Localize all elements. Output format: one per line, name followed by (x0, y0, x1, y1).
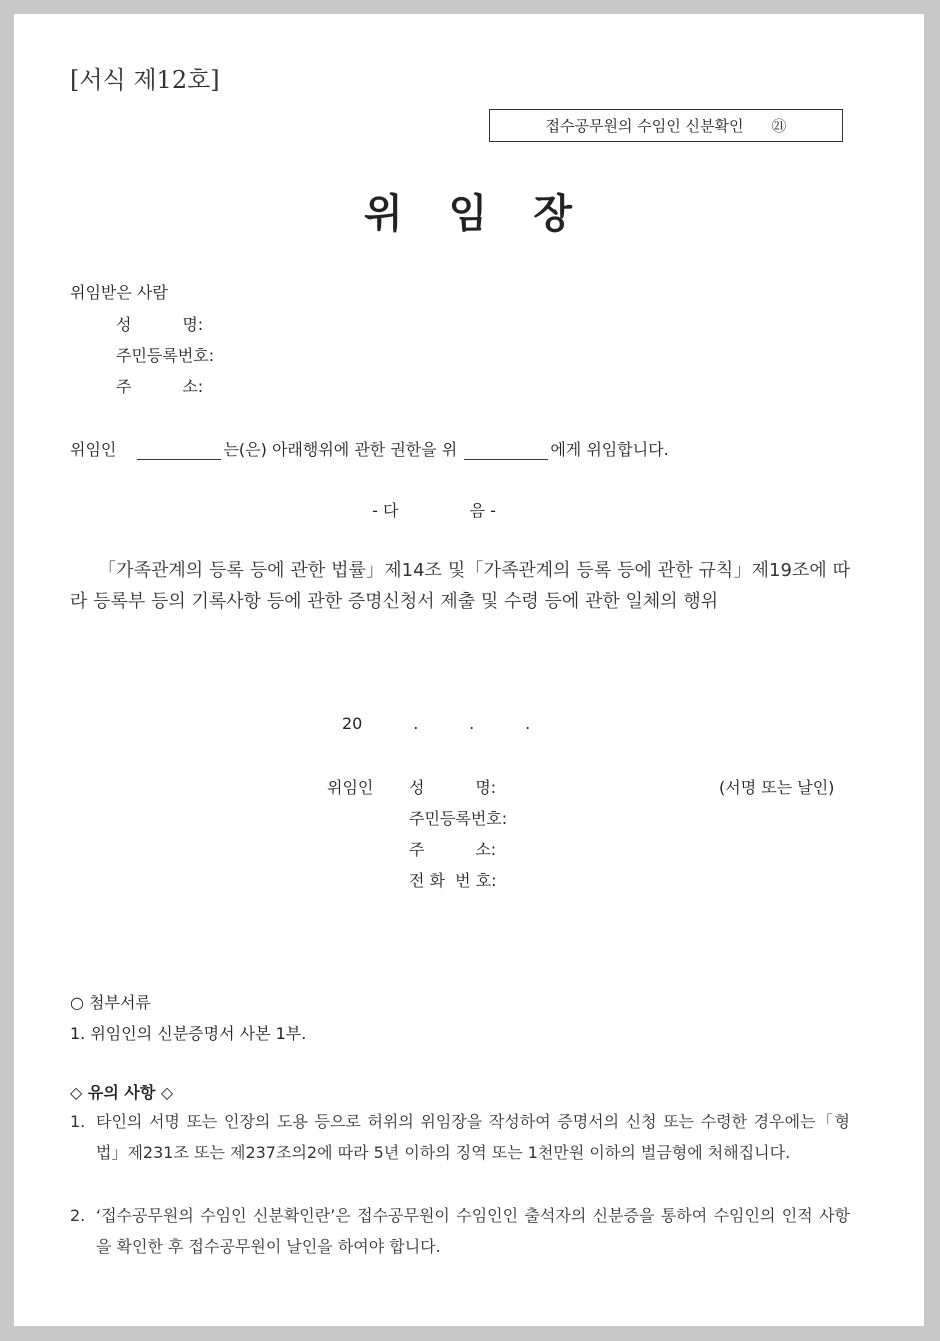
recipient-name-label: 성 명: (116, 315, 204, 334)
title-char: 장 (533, 190, 574, 237)
recipient-id-label: 주민등록번호: (116, 346, 215, 365)
signature-note: (서명 또는 날인) (719, 778, 835, 797)
delegator-id-label: 주민등록번호: (409, 809, 508, 828)
recipient-heading: 위임받은 사람 (70, 283, 168, 302)
delegator-name-label: 성 명: (409, 778, 497, 797)
note-text: 타인의 서명 또는 인장의 도용 등으로 허위의 위임장을 작성하여 증명서의 신청 또는 수령한 경우에는「형법」제231조 또는 제237조의2에 따라 5년 이하의 징역 또는 1천만원 이하의 벌금형에 처해집니다. (96, 1112, 850, 1162)
seal-mark: ㉑ (771, 117, 787, 135)
details-heading: - 다 음 - (372, 501, 496, 520)
details-body: 「가족관계의 등록 등에 관한 법률」제14조 및「가족관계의 등록 등에 관한 규칙」제19조에 따라 등록부 등의 기록사항 등에 관한 증명신청서 제출 및 수령 등에 관한 일체의 행위 (70, 560, 850, 612)
delegator-address-label: 주 소: (409, 840, 497, 859)
delegation-suffix: 에게 위임합니다. (550, 440, 669, 459)
note-number: 2. (70, 1206, 86, 1225)
title-char: 임 (448, 190, 490, 237)
date-line: 20 . . . (342, 714, 531, 733)
attachment-item: 1. 위임인의 신분증명서 사본 1부. (70, 1024, 307, 1043)
form-number: [서식 제12호] (70, 66, 220, 94)
attachments-heading: ○ 첨부서류 (70, 993, 151, 1012)
delegator-label: 위임인 (327, 778, 374, 797)
recipient-address-label: 주 소: (116, 377, 204, 396)
delegatee-blank (464, 443, 548, 460)
delegation-sentence (70, 437, 669, 460)
note-item (70, 1200, 850, 1262)
document-page (14, 14, 924, 1326)
officer-verification-box (489, 109, 843, 142)
document-title (14, 182, 924, 239)
title-char: 위 (364, 190, 405, 237)
stamp-label: 접수공무원의 수임인 신분확인 (545, 117, 744, 135)
note-text: ‘접수공무원의 수임인 신분확인란’은 접수공무원이 수임인인 출석자의 신분증을 통하여 수임인의 인적 사항을 확인한 후 접수공무원이 날인을 하여야 합니다. (96, 1206, 850, 1256)
delegator-phone-label: 전 화 번 호: (409, 871, 497, 890)
delegation-prefix: 위임인 (70, 440, 117, 459)
note-number: 1. (70, 1112, 86, 1131)
delegator-blank (137, 443, 221, 460)
delegation-middle: 는(은) 아래행위에 관한 권한을 위 (223, 440, 458, 459)
notes-heading: ◇ 유의 사항 ◇ (70, 1083, 174, 1102)
note-item (70, 1106, 850, 1168)
